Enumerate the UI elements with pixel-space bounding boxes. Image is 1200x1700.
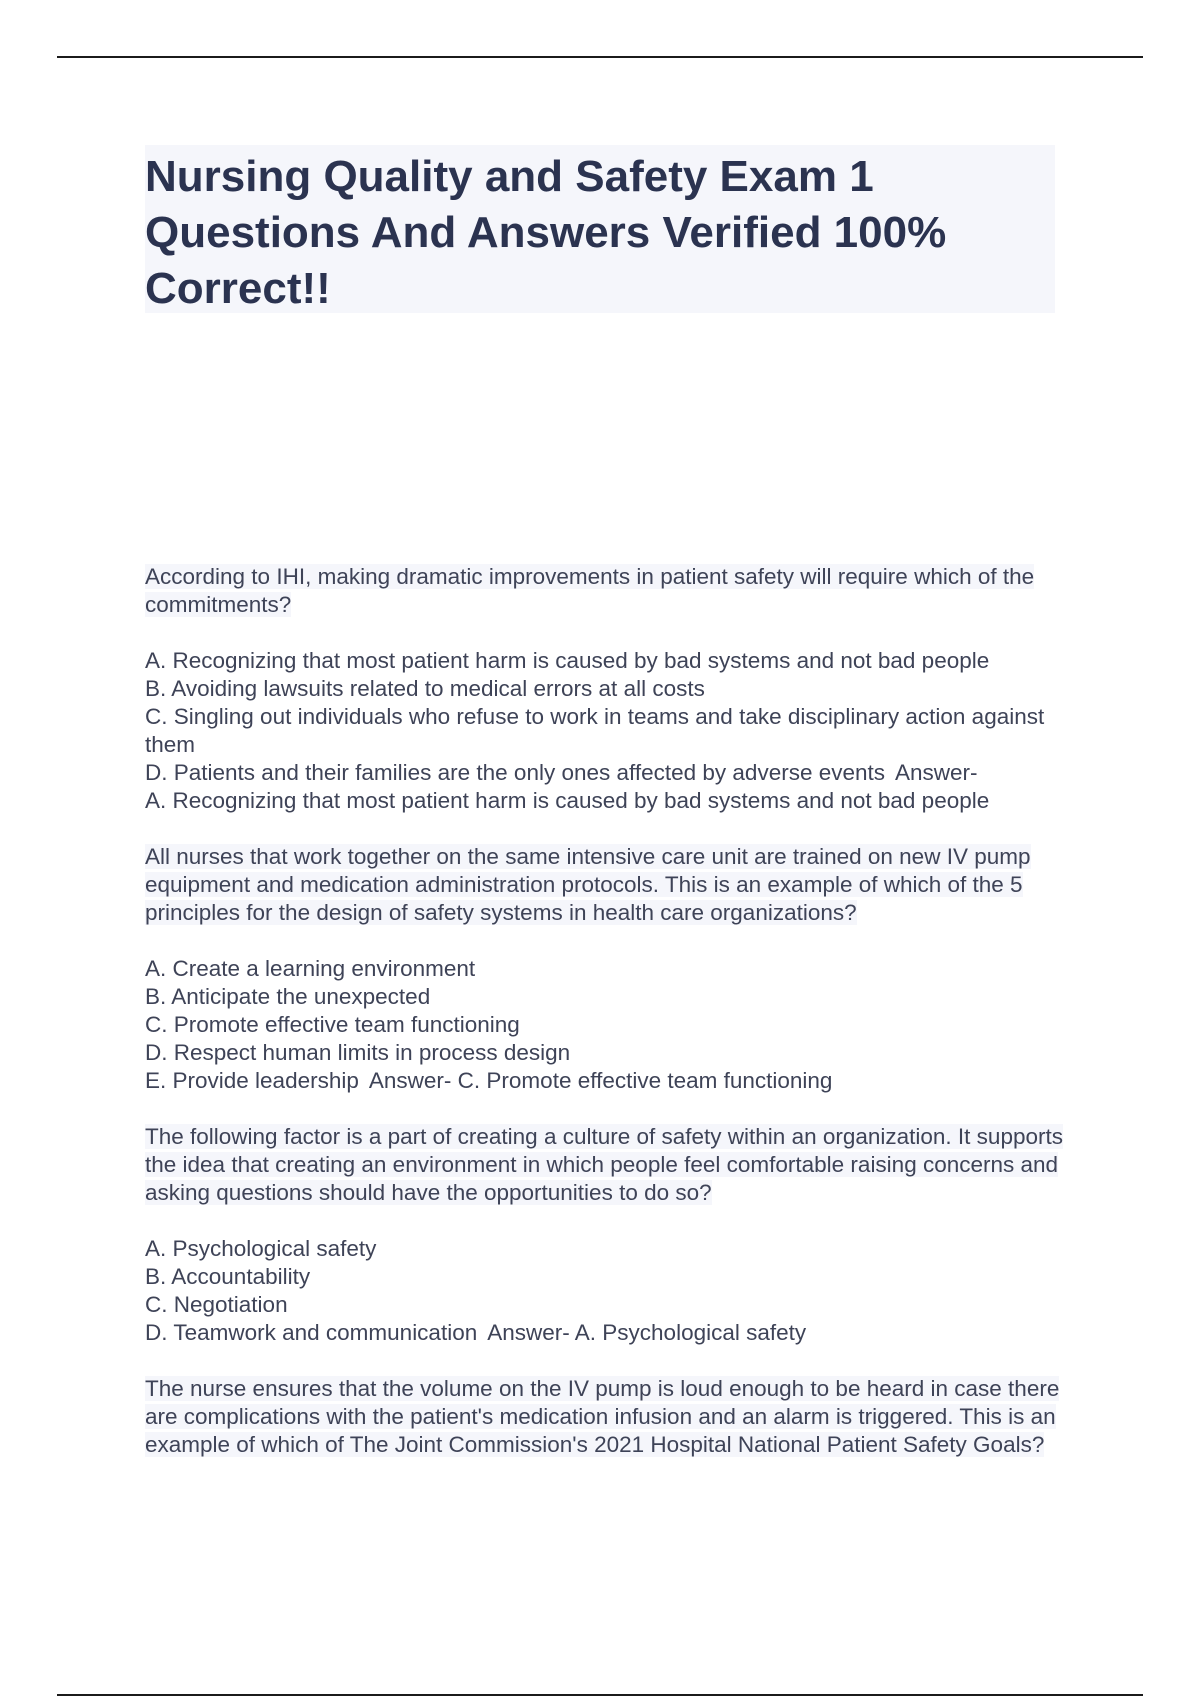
option-d: D. Teamwork and communication [145, 1320, 478, 1345]
option-d: D. Respect human limits in process design [145, 1040, 571, 1065]
answer-label: Answer- [487, 1320, 570, 1345]
qa-item-2 [145, 843, 1065, 1095]
option-a: A. Psychological safety [145, 1236, 377, 1261]
qa-item-3 [145, 1123, 1065, 1347]
qa-content [145, 563, 1065, 1487]
option-b: B. Accountability [145, 1264, 311, 1289]
qa-item-4 [145, 1375, 1065, 1459]
option-d-with-answer [145, 759, 1065, 787]
bottom-rule [57, 1694, 1143, 1696]
option-d-with-answer [145, 1319, 1065, 1347]
answer-label: Answer- [895, 760, 978, 785]
option-a: A. Recognizing that most patient harm is caused by bad systems and not bad people [145, 648, 990, 673]
option-e-with-answer [145, 1067, 1065, 1095]
option-d: D. Patients and their families are the only ones affected by adverse events [145, 760, 886, 785]
option-c: C. Promote effective team functioning [145, 1012, 520, 1037]
option-c: C. Negotiation [145, 1292, 288, 1317]
option-b: B. Avoiding lawsuits related to medical errors at all costs [145, 676, 705, 701]
answer-text: A. Recognizing that most patient harm is caused by bad systems and not bad people [145, 788, 990, 813]
answer-label: Answer- [368, 1068, 452, 1093]
question-text: According to IHI, making dramatic improvements in patient safety will require which of the commitments? [145, 564, 1035, 617]
top-rule [57, 56, 1143, 58]
answer-text: A. Psychological safety [574, 1320, 807, 1345]
answer-text: C. Promote effective team functioning [457, 1068, 833, 1093]
option-c: C. Singling out individuals who refuse to work in teams and take disciplinary action against them [145, 704, 1045, 757]
title-block [145, 145, 1055, 313]
question-text: The following factor is a part of creating a culture of safety within an organization. It supports the idea that creating an environment in which people feel comfortable raising concerns and asking questions should have the opportunities to do so? [145, 1124, 1063, 1205]
option-a: A. Create a learning environment [145, 956, 476, 981]
question-text: The nurse ensures that the volume on the IV pump is loud enough to be heard in case there are complications with the patient's medication infusion and an alarm is triggered. This is an example of which of The Joint Commission's 2021 Hospital National Patient Safety Goals? [145, 1376, 1060, 1457]
qa-item-1 [145, 563, 1065, 815]
question-text: All nurses that work together on the same intensive care unit are trained on new IV pump equipment and medication administration protocols. This is an example of which of the 5 principles for the design of safety systems in health care organizations? [145, 844, 1031, 925]
document-title: Nursing Quality and Safety Exam 1 Questions And Answers Verified 100% Correct!! [145, 152, 947, 313]
option-b: B. Anticipate the unexpected [145, 984, 431, 1009]
option-e: E. Provide leadership [145, 1068, 359, 1093]
